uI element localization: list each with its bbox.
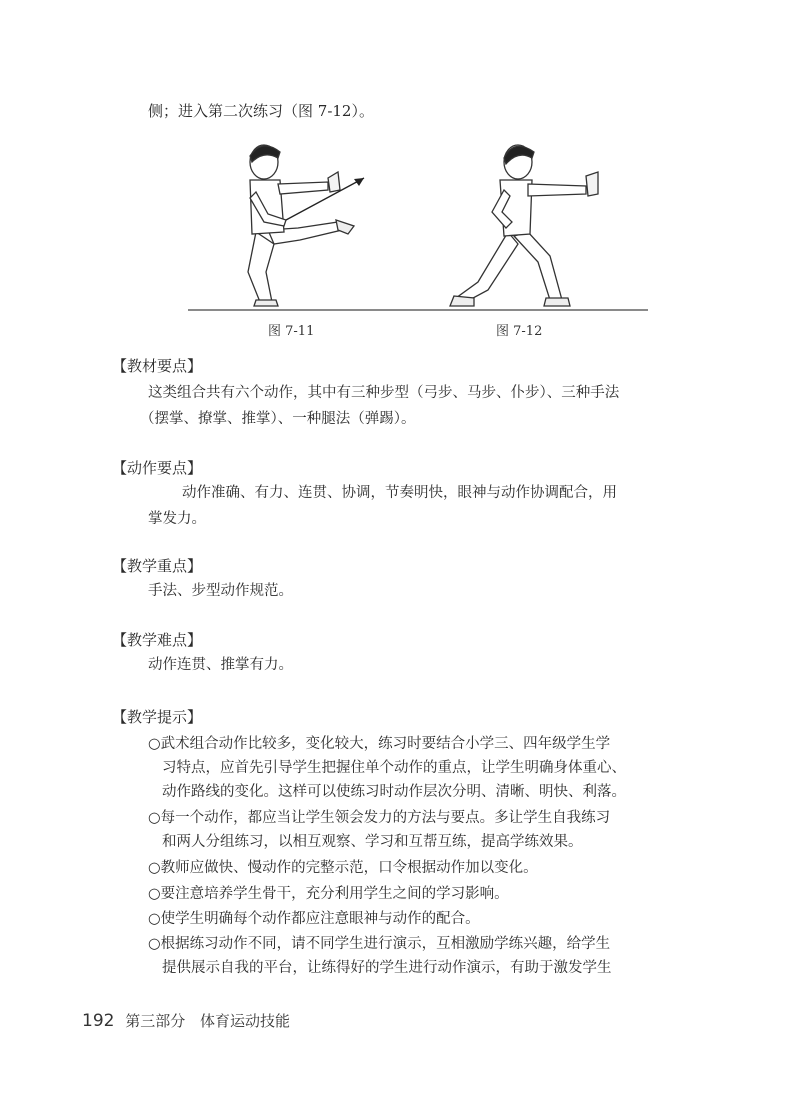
tips-line: 提供展示自我的平台，让练得好的学生进行动作演示，有助于激发学生 bbox=[162, 960, 612, 976]
martial-arts-figure bbox=[188, 132, 648, 332]
difficulty-heading: 【教学难点】 bbox=[112, 631, 203, 649]
tips-line: ○武术组合动作比较多，变化较大，练习时要结合小学三、四年级学生学 bbox=[148, 736, 611, 752]
movement-line: 掌发力。 bbox=[148, 511, 206, 527]
movement-line: 动作准确、有力、连贯、协调，节奏明快，眼神与动作协调配合，用 bbox=[182, 485, 617, 501]
tips-line: 和两人分组练习，以相互观察、学习和互帮互练，提高学练效果。 bbox=[162, 834, 583, 850]
tips-line: ○要注意培养学生骨干，充分利用学生之间的学习影响。 bbox=[148, 886, 509, 902]
key-heading: 【教学重点】 bbox=[112, 557, 203, 575]
page-number: 192 bbox=[82, 1011, 115, 1031]
intro-text: 侧；进入第二次练习（图 7-12）。 bbox=[148, 102, 374, 120]
figure-caption-7-11: 图 7-11 bbox=[268, 324, 315, 339]
key-line: 手法、步型动作规范。 bbox=[148, 583, 293, 599]
footer-part: 第三部分 bbox=[125, 1012, 186, 1030]
figure-caption-7-12: 图 7-12 bbox=[496, 324, 543, 339]
tips-line: ○根据练习动作不同，请不同学生进行演示，互相激励学练兴趣，给学生 bbox=[148, 936, 611, 952]
materials-heading: 【教材要点】 bbox=[112, 357, 203, 375]
movement-heading: 【动作要点】 bbox=[112, 459, 203, 477]
boy-kick-illustration bbox=[248, 145, 354, 306]
tips-line: 动作路线的变化。这样可以使练习时动作层次分明、清晰、明快、利落。 bbox=[162, 784, 626, 800]
tips-line: 习特点，应首先引导学生把握住单个动作的重点，让学生明确身体重心、 bbox=[162, 760, 626, 776]
tips-line: ○每一个动作，都应当让学生领会发力的方法与要点。多让学生自我练习 bbox=[148, 810, 611, 826]
boy-bow-stance-illustration bbox=[450, 145, 598, 306]
tips-line: ○使学生明确每个动作都应注意眼神与动作的配合。 bbox=[148, 911, 480, 927]
tips-line: ○教师应做快、慢动作的完整示范，口令根据动作加以变化。 bbox=[148, 860, 538, 876]
footer-title: 体育运动技能 bbox=[200, 1012, 291, 1030]
materials-line: 这类组合共有六个动作，其中有三种步型（弓步、马步、仆步）、三种手法 bbox=[148, 385, 620, 401]
page-footer bbox=[82, 1010, 290, 1031]
materials-line: （摆掌、撩掌、推掌）、一种腿法（弹踢）。 bbox=[140, 411, 416, 427]
difficulty-line: 动作连贯、推掌有力。 bbox=[148, 657, 293, 673]
tips-heading: 【教学提示】 bbox=[112, 708, 203, 726]
